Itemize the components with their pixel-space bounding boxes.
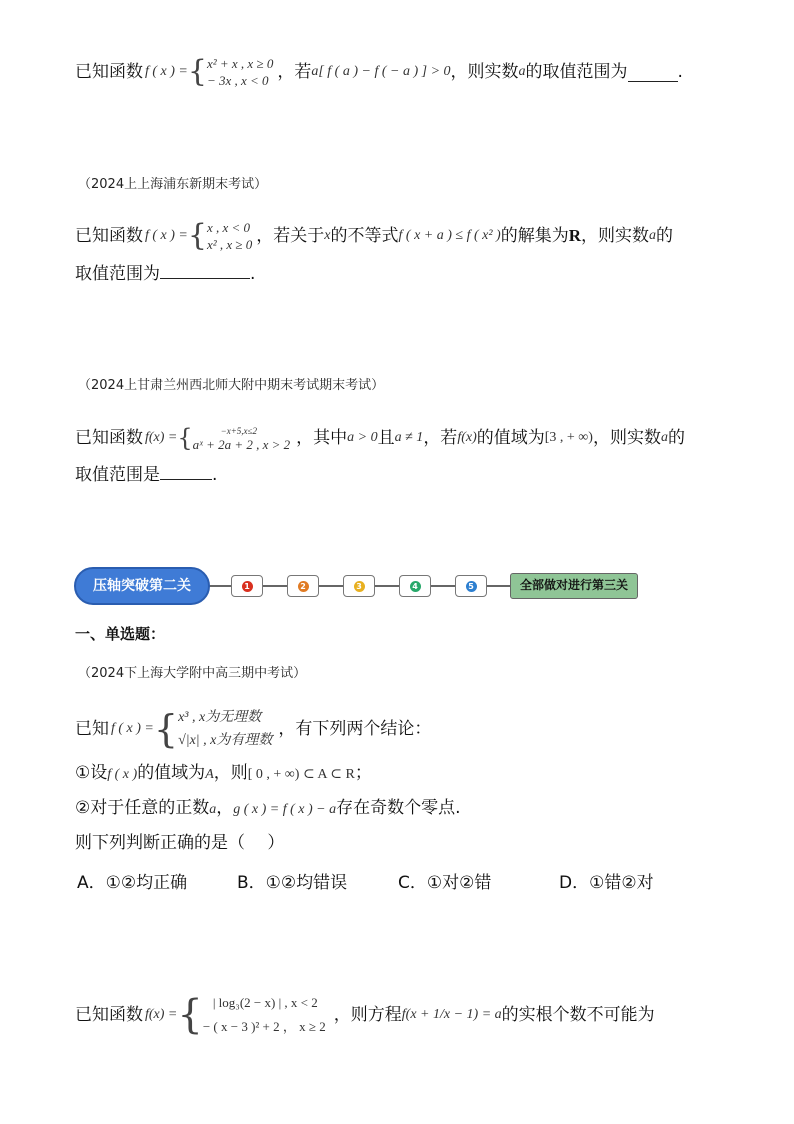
q2-R: R [568, 226, 581, 245]
q5-case-2: − ( x − 3 )² + 2 ， x ≥ 2 [202, 1019, 326, 1034]
q4-case-1: x³ , x为无理数 [178, 710, 262, 725]
q2-mid2: 的不等式 [330, 226, 399, 246]
q4-s2-c: 存在奇数个零点. [336, 798, 461, 818]
step-dot-3: 3 [354, 581, 365, 592]
q1-answer-blank[interactable] [628, 63, 678, 82]
q4-s1-d: ； [354, 763, 372, 783]
q2-case-1: x , x < 0 [206, 220, 251, 235]
q3-cases [193, 425, 291, 451]
q2-brace: { [187, 218, 207, 253]
q3-case-1: −x+5,x≤2 [220, 426, 257, 436]
q3-and: 且 [377, 428, 395, 448]
q1-lead: 已知函数 [75, 62, 143, 82]
q3-lead: 已知函数 [75, 428, 143, 448]
q4-s1-b: 的值域为 [137, 763, 206, 783]
question-5 [75, 990, 655, 1040]
q4-option-a[interactable]: A．①②均正确 [77, 873, 188, 893]
q1-brace: { [187, 54, 207, 89]
q2-mid4: ，则实数 [580, 226, 649, 246]
q3-mid: ，其中 [296, 428, 348, 448]
q2-mid: ，若关于 [256, 226, 325, 246]
q3-case-2: aˣ + 2a + 2 , x > 2 [192, 437, 291, 452]
q5-cases [203, 991, 326, 1039]
q2-var: x [324, 228, 331, 243]
final-stage-button[interactable]: 全部做对进行第三关 [510, 573, 638, 599]
section-heading: 一、单选题： [75, 625, 166, 643]
q4-fx: f ( x ) = [111, 721, 154, 736]
q3-mid5: 的 [667, 428, 685, 448]
q4-statement-1 [75, 761, 372, 787]
step-dot-2: 2 [298, 581, 309, 592]
q4-brace: { [153, 707, 179, 751]
step-dot-5: 5 [466, 581, 477, 592]
q4-s1-a: ①设 [75, 763, 108, 783]
q1-period: . [677, 62, 683, 82]
q4-s2-b: ， [216, 798, 234, 818]
q2-period: . [250, 264, 256, 284]
q5-fx: f(x) = [145, 1007, 178, 1022]
q3-range: [3 , + ∞) [544, 430, 593, 445]
q3-mid2: ，若 [423, 428, 458, 448]
q2-lead: 已知函数 [75, 226, 143, 246]
q2-fx: f ( x ) = [145, 228, 188, 243]
q3-line2: 取值范围是 [75, 465, 160, 485]
q5-brace: { [177, 992, 203, 1038]
step-dot-1: 1 [242, 581, 253, 592]
question-2 [75, 216, 673, 256]
q1-mid: ，若 [277, 62, 312, 82]
q1-condition: a[ f ( a ) − f ( − a ) ] > 0 [311, 64, 451, 79]
q5-case-1: | log₃(2 − x) | , x < 2 [212, 995, 318, 1010]
q4-tail: ，有下列两个结论： [278, 719, 432, 739]
q3-fx: f(x) = [145, 430, 178, 445]
q4-ask: 则下列判断正确的是（ ） [75, 833, 285, 853]
q3-cond1: a > 0 [347, 430, 378, 445]
q4-lead: 已知 [75, 719, 109, 739]
q1-var: a [518, 64, 526, 79]
progress-bar [74, 567, 640, 605]
q3-cond2: a ≠ 1 [394, 430, 424, 445]
q4-option-c[interactable]: C．①对②错 [398, 873, 492, 893]
q5-lead: 已知函数 [75, 1005, 143, 1025]
q4-case-2: √|x| , x为有理数 [178, 733, 273, 748]
q2-mid5: 的 [655, 226, 673, 246]
q1-tail: ，则实数 [450, 62, 519, 82]
q3-answer-blank[interactable] [160, 461, 212, 480]
q4-option-d[interactable]: D．①错②对 [559, 873, 654, 893]
q4-cases [178, 706, 272, 752]
q2-cases [207, 219, 252, 253]
q2-case-2: x² , x ≥ 0 [206, 237, 253, 252]
q4-s2-g: g ( x ) = f ( x ) − a [233, 802, 337, 817]
q5-equation: f(x + 1/x − 1) = a [401, 1007, 502, 1022]
q4-source: （2024下上海大学附中高三期中考试） [78, 666, 307, 681]
q1-end: 的取值范围为 [525, 62, 628, 82]
q2-var2: a [648, 228, 656, 243]
q4-statement-2 [75, 796, 461, 822]
q3-var: a [660, 430, 668, 445]
q1-cases [207, 55, 273, 89]
q4-s2-a: ②对于任意的正数 [75, 798, 210, 818]
stage-pill: 压轴突破第二关 [74, 567, 210, 605]
progress-step-2[interactable] [287, 575, 319, 597]
question-3 [75, 418, 685, 458]
q5-mid: ，则方程 [333, 1005, 402, 1025]
question-1 [75, 52, 683, 92]
q3-period: . [212, 465, 218, 485]
q5-tail: 的实根个数不可能为 [501, 1005, 655, 1025]
q4-s1-fx: f ( x ) [107, 767, 138, 782]
q3-brace: { [177, 424, 193, 452]
q1-case-2: − 3x , x < 0 [206, 73, 269, 88]
q2-line2: 取值范围为 [75, 264, 160, 284]
q4-s1-A: A [205, 767, 214, 782]
q3-source: （2024上甘肃兰州西北师大附中期末考试期末考试） [78, 378, 385, 393]
q4-s2-var: a [209, 802, 217, 817]
q2-answer-blank[interactable] [160, 260, 250, 279]
q2-mid3: 的解集为 [500, 226, 569, 246]
q2-inequality: f ( x + a ) ≤ f ( x² ) [398, 228, 501, 243]
q4-option-b[interactable]: B．①②均错误 [237, 873, 348, 893]
progress-step-3[interactable] [343, 575, 375, 597]
step-dot-4: 4 [410, 581, 421, 592]
q3-fx-ref: f(x) [457, 430, 477, 445]
q2-source: （2024上上海浦东新期末考试） [78, 177, 268, 192]
question-2-line-2 [75, 260, 255, 286]
q4-s1-set: [ 0 , + ∞) ⊂ A ⊂ R [247, 767, 355, 782]
progress-step-5[interactable] [455, 575, 487, 597]
question-4 [75, 704, 431, 754]
progress-step-1[interactable] [231, 575, 263, 597]
q1-fx: f ( x ) = [145, 64, 188, 79]
q1-case-1: x² + x , x ≥ 0 [206, 56, 274, 71]
progress-step-4[interactable] [399, 575, 431, 597]
q3-mid3: 的值域为 [476, 428, 545, 448]
question-3-line-2 [75, 461, 217, 487]
q3-mid4: ，则实数 [592, 428, 661, 448]
q4-s1-c: ，则 [213, 763, 248, 783]
